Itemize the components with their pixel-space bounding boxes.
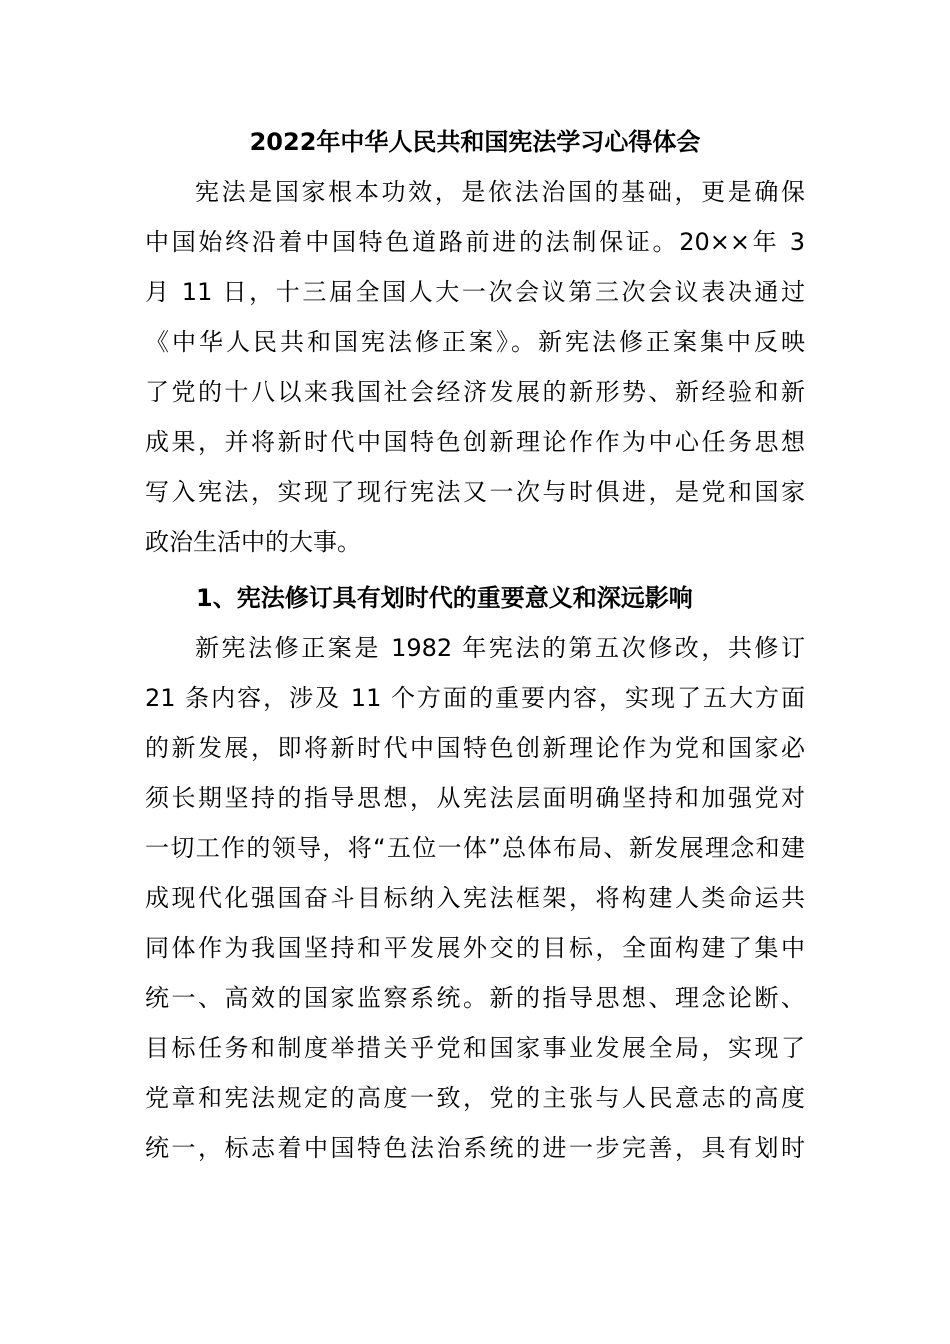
paragraph-2-line-7: 同体作为我国坚持和平发展外交的目标，全面构建了集中: [145, 934, 805, 962]
paragraph-2-line-4: 须长期坚持的指导思想，从宪法层面明确坚持和加强党对: [145, 784, 805, 812]
paragraph-2-line-3: 的新发展，即将新时代中国特色创新理论作为党和国家必: [145, 734, 805, 762]
paragraph-1-line-1: 宪法是国家根本功效，是依法治国的基础，更是确保: [195, 178, 805, 206]
paragraph-1-line-8: 政治生活中的大事。: [145, 528, 361, 556]
paragraph-1-line-4: 《中华人民共和国宪法修正案》。新宪法修正案集中反映: [145, 328, 805, 356]
paragraph-1-line-2: 中国始终沿着中国特色道路前进的法制保证。20××年 3: [145, 228, 805, 256]
document-title: 2022年中华人民共和国宪法学习心得体会: [249, 128, 701, 156]
paragraph-1-line-3: 月 11 日，十三届全国人大一次会议第三次会议表决通过: [145, 278, 805, 306]
paragraph-1-line-5: 了党的十八以来我国社会经济发展的新形势、新经验和新: [145, 378, 805, 406]
paragraph-1-line-7: 写入宪法，实现了现行宪法又一次与时俱进，是党和国家: [145, 478, 805, 506]
paragraph-2-line-8: 统一、高效的国家监察系统。新的指导思想、理念论断、: [145, 984, 805, 1012]
paragraph-2-line-11: 统一，标志着中国特色法治系统的进一步完善，具有划时: [145, 1134, 805, 1162]
paragraph-1-line-6: 成果，并将新时代中国特色创新理论作作为中心任务思想: [145, 428, 805, 456]
paragraph-2-line-6: 成现代化强国奋斗目标纳入宪法框架，将构建人类命运共: [145, 884, 805, 912]
section-1-heading: 1、宪法修订具有划时代的重要意义和深远影响: [196, 584, 693, 612]
paragraph-2-line-5: 一切工作的领导，将“五位一体”总体布局、新发展理念和建: [145, 834, 805, 862]
paragraph-2-line-1: 新宪法修正案是 1982 年宪法的第五次修改，共修订: [195, 634, 805, 662]
paragraph-2-line-9: 目标任务和制度举措关乎党和国家事业发展全局，实现了: [145, 1034, 805, 1062]
paragraph-2-line-10: 党章和宪法规定的高度一致，党的主张与人民意志的高度: [145, 1084, 805, 1112]
paragraph-2-line-2: 21 条内容，涉及 11 个方面的重要内容，实现了五大方面: [145, 684, 805, 712]
